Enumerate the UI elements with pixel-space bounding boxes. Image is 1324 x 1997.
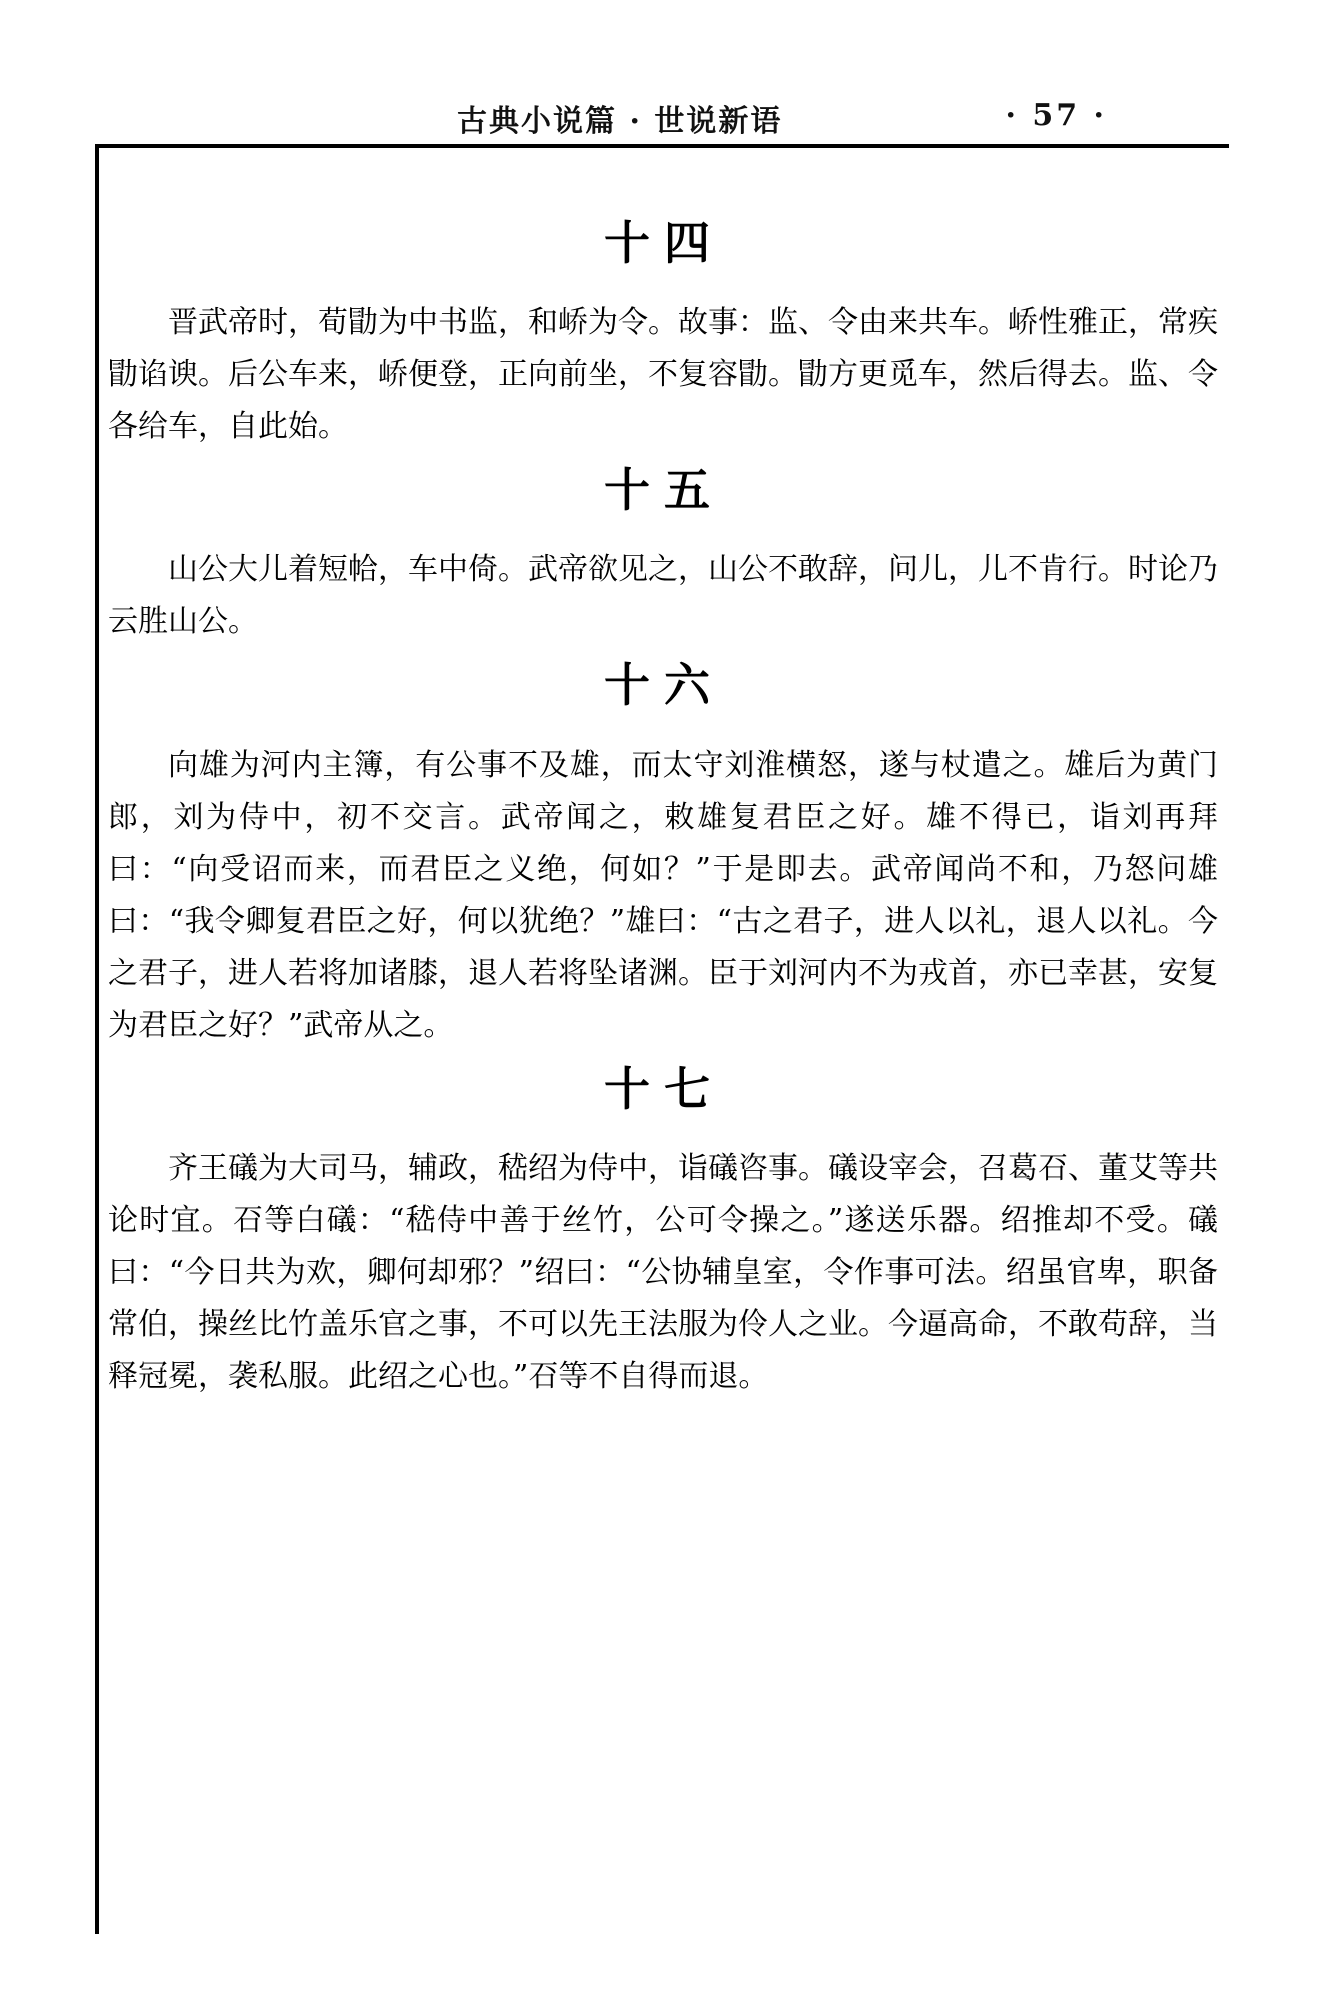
section-number: 十六 bbox=[604, 658, 724, 713]
section-number: 十七 bbox=[604, 1061, 724, 1116]
section-paragraph: 齐王礒为大司马，辅政，嵇绍为侍中，诣礒咨事。礒设宰会，召葛䂖、董艾等共论时宜。䂖等白礒：“嵇侍中善于丝竹，公可令操之。”遂送乐器。绍推却不受。礒曰：“今日共为欢，卿何却邪？”绍曰：“公协辅皇室，令作事可法。绍虽官卑，职备常伯，操丝比竹盖乐官之事，不可以先王法服为伶人之业。今逼高命，不敢苟辞，当释冠冕，袭私服。此绍之心也。”䂖等不自得而退。 bbox=[108, 1150, 1218, 1394]
section-paragraph: 晋武帝时，荀勖为中书监，和峤为令。故事：监、令由来共车。峤性雅正，常疾勖谄谀。后公车来，峤便登，正向前坐，不复容勖。勖方更觅车，然后得去。监、令各给车，自此始。 bbox=[108, 305, 1218, 445]
page-content bbox=[100, 200, 1228, 1403]
header-divider bbox=[95, 144, 1229, 148]
page-number: · 57 · bbox=[1005, 98, 1107, 133]
section-paragraph: 向雄为河内主簿，有公事不及雄，而太守刘淮横怒，遂与杖遣之。雄后为黄门郎，刘为侍中，初不交言。武帝闻之，敕雄复君臣之好。雄不得已，诣刘再拜曰：“向受诏而来，而君臣之义绝，何如？”于是即去。武帝闻尚不和，乃怒问雄曰：“我令卿复君臣之好，何以犹绝？”雄曰：“古之君子，进人以礼，退人以礼。今之君子，进人若将加诸膝，退人若将坠诸渊。臣于刘河内不为戎首，亦已幸甚，安复为君臣之好？”武帝从之。 bbox=[108, 747, 1218, 1043]
section-number: 十五 bbox=[604, 463, 724, 518]
book-title: 古典小说篇 · 世说新语 bbox=[457, 104, 783, 139]
section-15 bbox=[100, 463, 1228, 648]
running-head bbox=[95, 96, 1229, 168]
left-margin-rule bbox=[95, 144, 99, 1934]
section-number: 十四 bbox=[604, 216, 724, 270]
section-paragraph: 山公大儿着短帢，车中倚。武帝欲见之，山公不敢辞，问儿，儿不肯行。时论乃云胜山公。 bbox=[108, 552, 1218, 640]
section-17 bbox=[100, 1062, 1228, 1403]
section-16 bbox=[100, 658, 1228, 1051]
section-14 bbox=[100, 216, 1228, 453]
